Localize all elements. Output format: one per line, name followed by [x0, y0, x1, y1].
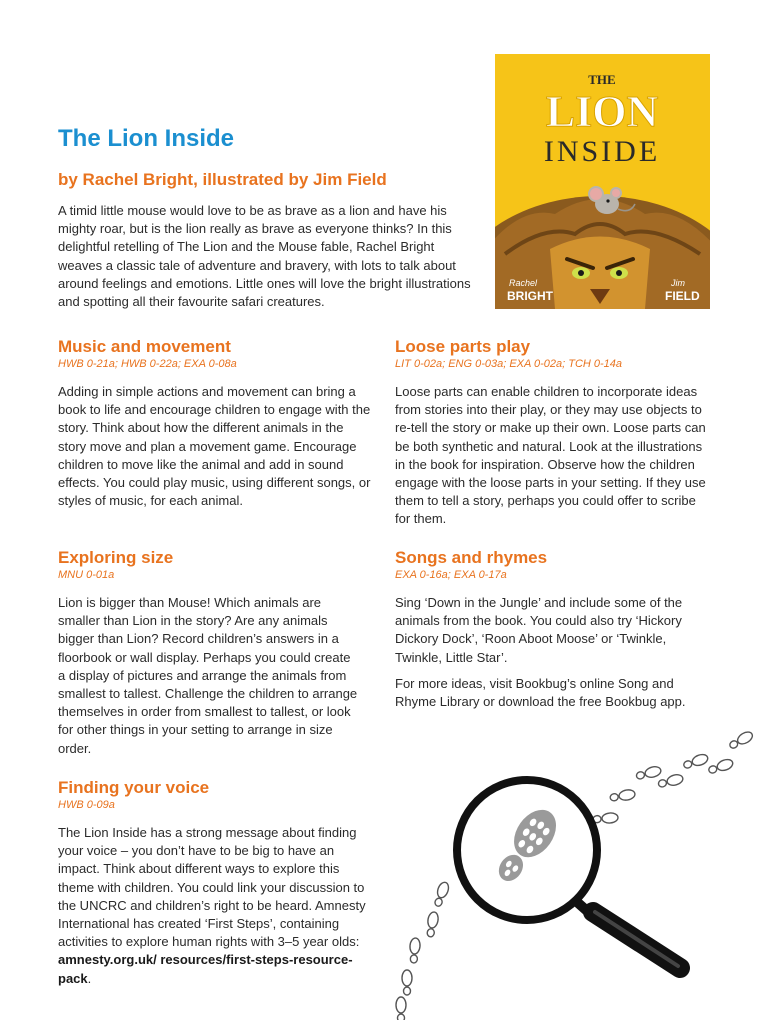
section-body	[58, 824, 376, 988]
section-heading: Exploring size	[58, 548, 174, 567]
curriculum-codes: MNU 0-01a	[58, 569, 115, 581]
cover-author-last: BRIGHT	[507, 289, 553, 303]
section-body: Sing ‘Down in the Jungle’ and include some of the animals from the book. You could also try ‘Hickory Dickory Dock’, ‘Roon Aboot Moose’ or ‘Twinkle, Twinkle, Little Star’.	[395, 595, 683, 665]
section-body-end: .	[87, 970, 92, 986]
section-exploring-size	[58, 548, 358, 758]
cover-title-inside: INSIDE	[543, 135, 661, 168]
book-cover	[495, 54, 710, 309]
cover-title-the: THE	[588, 72, 616, 87]
section-body: Adding in simple actions and movement can bring a book to life and encourage children to engage with the story. Think about how the different animals in the story move and plan a movement game. Encourage children to move like the animal and add in sound effects. You could play music, using different songs, or styles of music, for each animal.	[58, 384, 371, 509]
section-body: Lion is bigger than Mouse! Which animals are smaller than Lion in the story? Are any animals bigger than Lion? Record children’s answers in a floorbook or wall display. Perhaps you could create a display of pictures and arrange the animals from smallest to tallest. Challenge the children to arrange themselves in order from smallest to tallest, or look for other things in your setting to arrange in size order.	[58, 595, 358, 756]
curriculum-codes: LIT 0-02a; ENG 0-03a; EXA 0-02a; TCH 0-14a	[395, 358, 623, 370]
section-body: Loose parts can enable children to incorporate ideas from stories into their play, or they may use objects to re-tell the story or make up their own. Loose parts can be both synthetic and natural. Look at the illustrations in the book for inspiration. Observe how the children engage with the loose parts in your setting. If they use them to tell a story, perhaps you could offer to scribe for them.	[395, 384, 706, 527]
cover-title-lion: LION	[545, 87, 659, 136]
section-heading: Music and movement	[58, 337, 231, 356]
magnifier-illustration	[395, 720, 765, 1025]
page-title: The Lion Inside	[58, 125, 235, 152]
resource-link[interactable]: amnesty.org.uk/ resources/first-steps-resource-pack	[58, 952, 353, 986]
intro-paragraph: A timid little mouse would love to be as brave as a lion and have his mighty roar, but is the lion really as brave as everyone thinks? In this delightful retelling of The Lion and the Mouse fable, Rachel Bright weaves a classic tale of adventure and bravery, with lots to talk about around feelings and emotions. Little ones will love the bright illustrations and spotting all their favourite safari creatures.	[58, 203, 471, 310]
curriculum-codes: EXA 0-16a; EXA 0-17a	[395, 569, 507, 581]
cover-illustrator-last: FIELD	[665, 289, 700, 303]
book-cover-illustration	[495, 54, 710, 309]
curriculum-codes: HWB 0-09a	[58, 799, 115, 811]
section-body: For more ideas, visit Bookbug’s online Song and Rhyme Library or download the free Bookbug app.	[395, 675, 686, 710]
byline: by Rachel Bright, illustrated by Jim Field	[58, 170, 387, 189]
curriculum-codes: HWB 0-21a; HWB 0-22a; EXA 0-08a	[58, 358, 237, 370]
section-loose-parts-play	[395, 337, 713, 529]
section-heading: Songs and rhymes	[395, 548, 548, 567]
section-body-text: The Lion Inside has a strong message about finding your voice – you don’t have to be big to have an impact. Think about different ways to explore this theme with children. You could link your discussion to the UNCRC and children’s right to be heard. Amnesty International has created ‘First Steps’, containing activities to explore human rights with 3–5 year olds:	[58, 825, 366, 950]
section-finding-your-voice	[58, 778, 376, 988]
section-songs-and-rhymes	[395, 548, 713, 711]
cover-illustrator-first: Jim	[671, 278, 685, 288]
section-music-and-movement	[58, 337, 373, 510]
magnifying-glass-icon	[395, 720, 765, 1020]
section-heading: Finding your voice	[58, 778, 210, 797]
cover-author-first: Rachel	[509, 278, 538, 288]
section-heading: Loose parts play	[395, 337, 531, 356]
